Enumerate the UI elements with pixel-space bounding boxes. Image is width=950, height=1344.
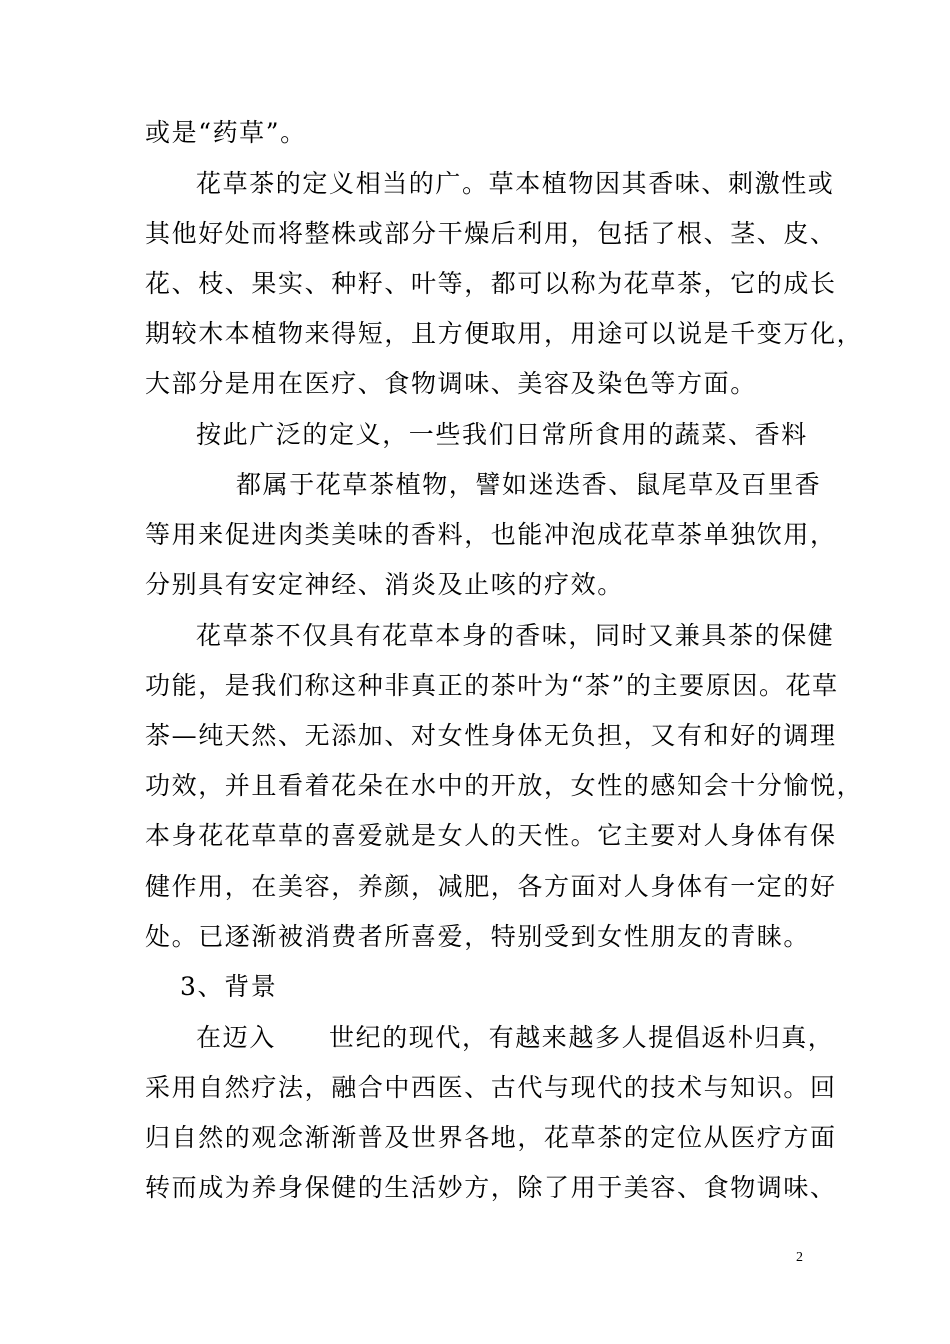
text-line: 都属于花草茶植物，譬如迷迭香、鼠尾草及百里香 xyxy=(236,470,822,499)
text-line: 等用来促进肉类美味的香料，也能冲泡成花草茶单独饮用， xyxy=(145,520,837,549)
text-line: 茶—纯天然、无添加、对女性身体无负担，又有和好的调理 xyxy=(145,721,837,750)
section-heading: 3、背景 xyxy=(180,972,278,1001)
text-line: 健作用，在美容，养颜，减肥，各方面对人身体有一定的好 xyxy=(145,872,837,901)
text-line: 花、枝、果实、种籽、叶等，都可以称为花草茶，它的成长 xyxy=(145,269,837,298)
text-line: 功效，并且看着花朵在水中的开放，女性的感知会十分愉悦， xyxy=(145,771,864,800)
text-line: 分别具有安定神经、消炎及止咳的疗效。 xyxy=(145,570,624,599)
text-line: 在迈入 世纪的现代，有越来越多人提倡返朴归真， xyxy=(196,1023,835,1052)
text-line: 期较木本植物来得短，且方便取用，用途可以说是千变万化， xyxy=(145,319,864,348)
text-line: 本身花花草草的喜爱就是女人的天性。它主要对人身体有保 xyxy=(145,821,837,850)
text-line: 其他好处而将整株或部分干燥后利用，包括了根、茎、皮、 xyxy=(145,219,837,248)
text-line: 或是“药草”。 xyxy=(145,118,307,147)
text-line: 大部分是用在医疗、食物调味、美容及染色等方面。 xyxy=(145,369,757,398)
page-number: 2 xyxy=(796,1250,803,1265)
text-line: 归自然的观念渐渐普及世界各地，花草茶的定位从医疗方面 xyxy=(145,1123,837,1152)
text-line: 花草茶不仅具有花草本身的香味，同时又兼具茶的保健 xyxy=(196,621,835,650)
text-line: 处。已逐渐被消费者所喜爱，特别受到女性朋友的青睐。 xyxy=(145,922,811,951)
text-line: 功能，是我们称这种非真正的茶叶为“茶”的主要原因。花草 xyxy=(145,671,839,700)
text-line: 花草茶的定义相当的广。草本植物因其香味、刺激性或 xyxy=(196,169,835,198)
text-line: 转而成为养身保健的生活妙方，除了用于美容、食物调味、 xyxy=(145,1173,837,1202)
text-line: 按此广泛的定义，一些我们日常所食用的蔬菜、香料 xyxy=(196,420,808,449)
text-line: 采用自然疗法，融合中西医、古代与现代的技术与知识。回 xyxy=(145,1073,837,1102)
